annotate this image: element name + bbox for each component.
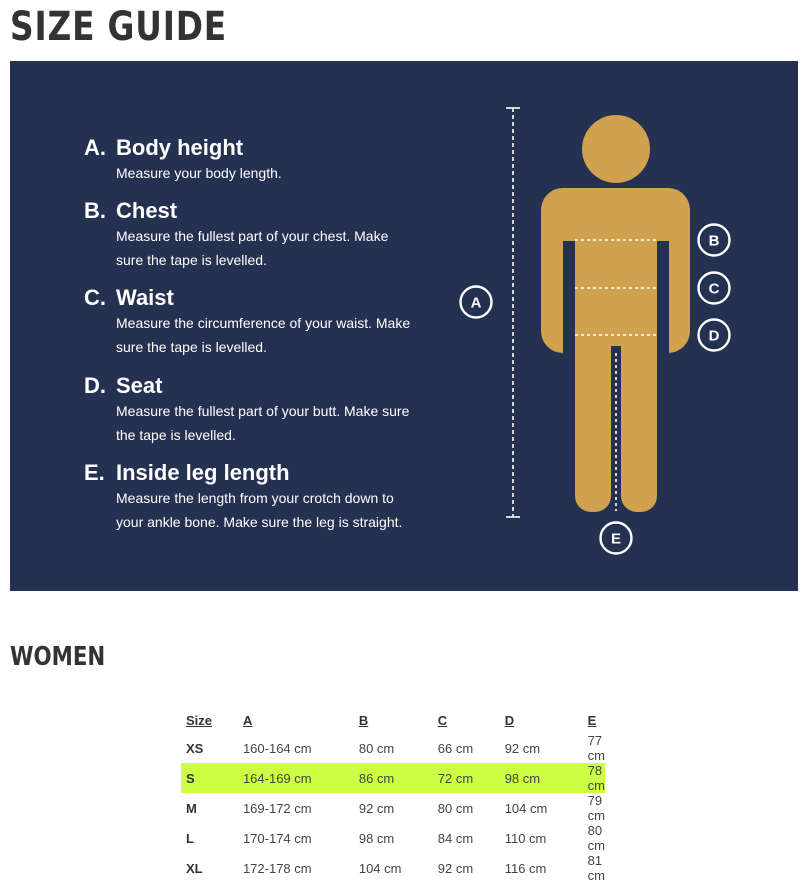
table-row [181, 853, 605, 883]
measurement-letter: B. [84, 198, 106, 223]
value-cell: 172-178 cm [242, 860, 312, 876]
measurement-letter: E. [84, 460, 105, 485]
header-e: E [587, 712, 597, 728]
size-cell: L [186, 830, 194, 846]
value-cell: 72 cm [433, 763, 500, 793]
measurement-description: Measure the fullest part of your chest. Make sure the tape is levelled. [116, 228, 389, 268]
measurement-letter: C. [84, 285, 106, 310]
value-cell: 98 cm [500, 763, 583, 793]
value-cell: 116 cm [504, 860, 547, 876]
header-b: B [358, 712, 369, 728]
table-row [181, 733, 605, 763]
value-cell: 104 cm [358, 860, 402, 876]
marker-b-label: B [708, 232, 720, 250]
size-cell: M [186, 800, 197, 816]
page-title: SIZE GUIDE [10, 4, 228, 50]
table-row-highlighted [181, 763, 605, 793]
body-figure-illustration [10, 61, 798, 591]
value-cell: 169-172 cm [242, 800, 312, 816]
measurement-description: Measure the length from your crotch down to your ankle bone. Make sure the leg is straight. [116, 490, 403, 530]
value-cell: 92 cm [437, 860, 474, 876]
value-cell: 110 cm [504, 830, 547, 846]
value-cell: 104 cm [504, 800, 548, 816]
measurement-letter: A. [84, 135, 106, 160]
header-size: Size [186, 712, 213, 728]
value-cell: 164-169 cm [238, 763, 354, 793]
figure-left-arm-gap [563, 241, 575, 353]
size-cell: XS [186, 740, 204, 756]
size-guide-panel [10, 61, 798, 591]
measurement-description: Measure your body length. [116, 165, 282, 181]
measurement-description: Measure the circumference of your waist. Make sure the tape is levelled. [116, 315, 411, 355]
measurement-description: Measure the fullest part of your butt. Make sure the tape is levelled. [116, 403, 410, 443]
value-cell: 92 cm [504, 740, 541, 756]
figure-head [582, 115, 650, 183]
header-d: D [504, 712, 515, 728]
value-cell: 92 cm [358, 800, 395, 816]
figure-right-arm-gap [657, 241, 669, 353]
header-c: C [437, 712, 448, 728]
marker-d-label: D [708, 327, 720, 345]
marker-c-label: C [708, 280, 720, 298]
value-cell: 80 cm [587, 823, 606, 853]
value-cell: 160-164 cm [242, 740, 312, 756]
measurement-name: Chest [116, 198, 178, 223]
measurement-letter: D. [84, 373, 106, 398]
value-cell: 81 cm [587, 853, 606, 883]
size-cell: S [181, 763, 238, 793]
value-cell: 170-174 cm [242, 830, 312, 846]
value-cell: 77 cm [587, 733, 606, 763]
value-cell: 86 cm [354, 763, 433, 793]
value-cell: 98 cm [358, 830, 395, 846]
marker-a-label: A [470, 294, 482, 312]
value-cell: 80 cm [437, 800, 474, 816]
women-size-table [181, 707, 605, 883]
value-cell: 80 cm [358, 740, 395, 756]
measurement-name: Seat [116, 373, 163, 398]
header-a: A [242, 712, 253, 728]
table-row [181, 793, 605, 823]
figure-left-leg [575, 331, 611, 512]
value-cell: 66 cm [437, 740, 474, 756]
table-row [181, 823, 605, 853]
measurement-name: Waist [116, 285, 174, 310]
measurement-name: Inside leg length [116, 460, 290, 485]
measurement-name: Body height [116, 135, 244, 160]
table-header-row [181, 707, 605, 733]
value-cell: 78 cm [583, 763, 605, 793]
figure-right-leg [621, 331, 657, 512]
marker-e-label: E [610, 530, 622, 548]
value-cell: 79 cm [587, 793, 606, 823]
section-title-women: WOMEN [10, 642, 106, 672]
size-cell: XL [186, 860, 203, 876]
value-cell: 84 cm [437, 830, 474, 846]
crotch-marker [611, 347, 621, 353]
